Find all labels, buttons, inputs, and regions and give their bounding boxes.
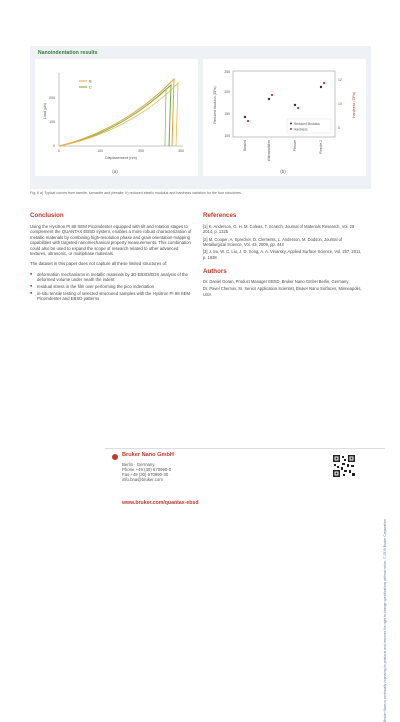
category-label: Plessite 2	[319, 140, 323, 154]
reference-link[interactable]: [2] M. Cooper, A. Sprecker, D. Clements, L. Anderson, M. Dodson, Journal of Metallurgical Science, Vol. 43, 2009, pp. 443	[203, 236, 343, 247]
y-tick: 100	[49, 120, 55, 124]
reference-link[interactable]: [1] K. Anderson, G. H. M. Coleas, T. Scratch, Journal of Materials Research, Vol. 29 2014, p. 1225	[203, 224, 355, 235]
author-item: Dr. Pavel Chernov, Sr. Senior Application Scientist, Bruker Nano Surfaces, Minneapolis, USA	[203, 286, 362, 297]
x-axis-label: Displacement (nm)	[105, 156, 137, 160]
x-tick: 100	[97, 149, 103, 153]
list-item: ■ in-situ tensile testing of selected structured samples with the Hysitron PI 88 SEM PicoIndenter and EBSD patterns	[37, 291, 195, 302]
chart-b-svg	[203, 59, 366, 176]
conclusion-heading: Conclusion	[30, 212, 64, 219]
y-tick-right: 8	[338, 126, 340, 130]
references-heading: References	[203, 212, 237, 219]
modulus-point	[244, 116, 246, 118]
qr-code-svg	[332, 454, 356, 478]
load-displacement-chart	[35, 59, 198, 176]
list-item: ■ deformation mechanisms in metallic materials by 3D EBSD/EDS analysis of the deformed volume under neath the indent	[37, 272, 195, 283]
x-tick: 0	[58, 149, 60, 153]
hardness-point	[271, 94, 273, 96]
x-tick: 300	[178, 149, 184, 153]
conclusion-section	[30, 212, 195, 303]
modulus-point	[294, 104, 296, 106]
y-tick-right: 12	[338, 78, 342, 82]
references-section	[203, 212, 363, 299]
reference-item	[203, 237, 363, 247]
address-line: Berlin · Germany	[122, 462, 155, 467]
y-axis-label: Load (µN)	[43, 102, 47, 120]
category-label: Plessite	[293, 140, 297, 152]
conclusion-paragraph-2: The dataset in this paper does not capture all these limited structures of:	[30, 261, 168, 267]
vertical-disclaimer	[383, 210, 391, 722]
y-tick: 200	[49, 96, 55, 100]
vertical-disclaimer-text: Bruker Nano is continually improving its products and reserves the right to change specifications without notice. © 2015 Bruker Corporation.	[383, 518, 387, 722]
modulus-hardness-chart	[203, 59, 366, 176]
panel-letter-b: (b)	[280, 169, 286, 174]
qr-code-icon[interactable]	[332, 454, 356, 478]
figure-title: Nanoindentation results	[38, 50, 98, 56]
y-tick-left: 150	[224, 112, 230, 116]
reference-item	[203, 249, 363, 259]
legend-modulus-swatch	[290, 123, 292, 125]
author-item: Dr. Daniel Goran, Product Manager EBSD, Bruker Nano GmbH Berlin, Germany	[203, 278, 349, 284]
reference-item	[203, 224, 363, 234]
hardness-point	[247, 120, 249, 122]
company-name: Bruker Nano GmbH	[122, 452, 174, 458]
chart-a-svg	[35, 59, 198, 176]
legend-hardness-swatch	[290, 128, 292, 130]
reference-link[interactable]: [3] J. Su, W. C. Liu, J. D. Song, A. A. Vinarsky, Applied Surface Science, Vol. 257, 2011, p. 1838	[203, 249, 362, 260]
website-link[interactable]: www.bruker.com/quantax-ebsd	[122, 500, 199, 506]
email-link[interactable]: info.bna@bruker.com	[122, 477, 163, 482]
fax-line: Fax +49 (30) 670990-30	[122, 472, 169, 477]
legend-c: C	[89, 85, 92, 90]
list-item: ■ residual stress in the film over performing the pico indentation	[37, 284, 195, 289]
authors-heading: Authors	[203, 267, 227, 275]
conclusion-bullets	[30, 272, 195, 302]
legend-hardness: Hardness	[294, 127, 308, 132]
panel-letter-a: (a)	[112, 169, 118, 174]
y-tick-right: 10	[338, 102, 342, 106]
footer-divider	[105, 448, 385, 449]
bruker-logo-icon	[112, 454, 118, 460]
conclusion-paragraph-1: Using the Hysitron PI 88 SEM PicoIndenter equipped with tilt and rotation stages to complement the QUANTAX EBSD system, enables a more robust characterization of metallic materials by combining high-resolution phase and grain orientation mapping capabilities with targeted nanomechanical property measurements. This combination could also be used to expand the scope of research related to other advanced textures, ultrasonic, or multiphase materials.	[30, 224, 192, 257]
curve-b	[59, 79, 178, 146]
legend-b: B	[89, 79, 92, 84]
hardness-point	[323, 82, 325, 84]
y-tick: 0	[53, 144, 55, 148]
x-tick: 200	[138, 149, 144, 153]
category-label: Banded	[243, 140, 247, 151]
y-axis-label-right: Hardness (GPa)	[352, 92, 356, 118]
phone-line: Phone +49 (30) 670990-0	[122, 467, 172, 472]
modulus-point	[268, 98, 270, 100]
figure-caption: Fig. 6 a) Typical curves from taenite, kamacite and plessite; b) reduced elastic modulus and hardness variation for the four structures.	[30, 191, 242, 195]
y-axis-label-left: Reduced modulus (GPa)	[213, 86, 217, 124]
y-tick-left: 100	[224, 134, 230, 138]
modulus-point	[320, 86, 322, 88]
y-tick-left: 250	[224, 70, 230, 74]
legend-modulus: Reduced Modulus	[294, 122, 320, 126]
y-tick-left: 200	[224, 90, 230, 94]
category-label: Widmanstätten	[267, 140, 271, 162]
curve-c	[59, 85, 171, 146]
hardness-point	[297, 107, 299, 109]
